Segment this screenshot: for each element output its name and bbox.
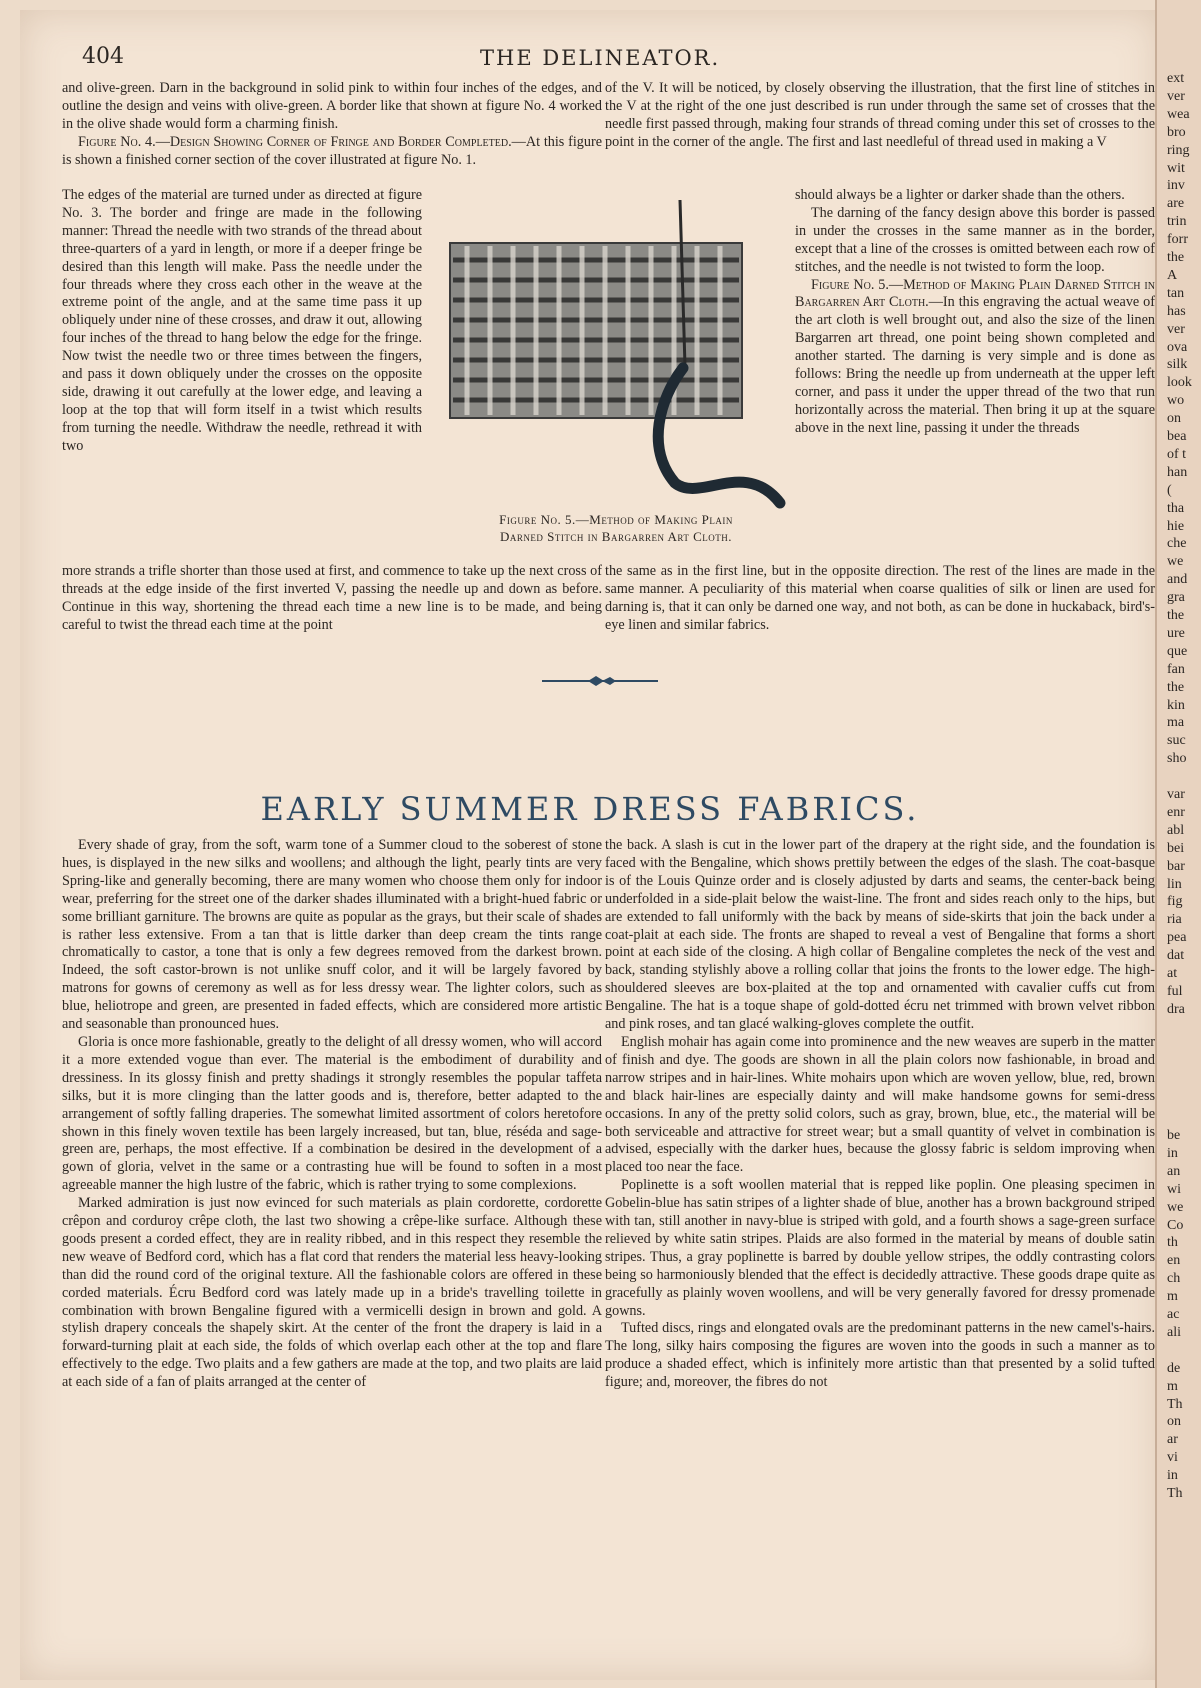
paragraph: The edges of the material are turned under as directed at figure No. 3. The border and fringe are made in the following manner: Thread the needle with two strands of the thread about three-quarters of a yard in length, or more if a deeper fringe be desired than this length will make. Pass the needle under the four threads where they cross each other in the weave at the extreme point of the angle, and at the same time pass it up obliquely under nine of these crosses, and draw it out, allowing four inches of the thread to hang below the edge for the fringe. Now twist the needle two or three times between the fingers, and pass it down obliquely under the crosses on the opposite side, drawing it out carefully at the lower edge, and leaving a loop at the top that will form itself in a twist which results from turning the needle. Withdraw the needle, rethread it with two bbox=[62, 187, 422, 454]
adjacent-page-fragment: on bbox=[1167, 1414, 1181, 1430]
adjacent-page-fragment: the bbox=[1167, 608, 1185, 623]
adjacent-page-fragment: m bbox=[1167, 1378, 1178, 1394]
figure-5-illustration bbox=[445, 198, 790, 516]
paragraph bbox=[62, 134, 602, 170]
adjacent-page-fragment: pea bbox=[1167, 930, 1187, 946]
adjacent-page-fragment: the bbox=[1167, 250, 1185, 265]
top-left-bottom bbox=[62, 563, 602, 635]
adjacent-page-fragment: A bbox=[1167, 267, 1178, 283]
adjacent-page-fragment: on bbox=[1167, 411, 1181, 427]
adjacent-page-fragment: and bbox=[1167, 572, 1188, 588]
adjacent-page-fragment: han bbox=[1167, 464, 1188, 480]
adjacent-page-fragment: tha bbox=[1167, 500, 1185, 516]
adjacent-page-fragment: en bbox=[1167, 1253, 1181, 1269]
adjacent-page-fragment: ful bbox=[1167, 983, 1183, 999]
adjacent-page-fragment: at bbox=[1167, 966, 1178, 981]
paragraph: The darning of the fancy design above this border is passed in under the crosses in the same manner as in the border, except that a line of the crosses is omitted between each row of stitches, and the needle is not twisted to form the loop. bbox=[795, 204, 1155, 275]
figure-5-text: —In this engraving the actual weave of the art cloth is well brought out, and also the size of the linen Bargarren art thread, one point being shown completed and another started. The darning is very simple and is done as follows: Bring the needle up from underneath at the upper left corner, and pass it under the upper thread of the two that run horizontally across the material. Then bring it up at the square above in the next line, passing it under the threads bbox=[795, 294, 1156, 436]
adjacent-page-fragment: Th bbox=[1167, 1486, 1183, 1501]
adjacent-page-fragment: bea bbox=[1167, 429, 1187, 444]
adjacent-page-fragment: ma bbox=[1167, 715, 1185, 731]
paragraph: the back. A slash is cut in the lower part of the drapery at the right side, and the foundation is faced with the Bengaline, which shows prettily between the edges of the slash. The coat-basque is of the Louis Quinze order and is closely adjusted by darts and seams, the center-back being underfolded in a side-plait below the waist-line. The front and sides reach only to the hips, but are extended to fall uniformly with the back by means of side-skirts that join the back under a coat-plait at each side. The fronts are shaped to reveal a vest of Bengaline that forms a short point at each side of the closing. A high collar of Bengaline completes the neck of the vest and back, standing stylishly above a rolling collar that joins the fronts to the lower edge. The high-shouldered sleeves are box-plaited at the top and ornamented with cavalier cuffs cut from Bengaline. The hat is a toque shape of gold-dotted écru net trimmed with brown velvet ribbon and pink roses, and tan glacé walking-gloves complete the outfit. bbox=[605, 837, 1155, 1033]
top-right-intro bbox=[605, 80, 1155, 152]
adjacent-page-fragment: we bbox=[1167, 1199, 1184, 1215]
adjacent-page-fragment: dat bbox=[1167, 948, 1185, 964]
adjacent-page-fragment: silk bbox=[1167, 357, 1188, 373]
adjacent-page-fragment: bei bbox=[1167, 840, 1185, 856]
adjacent-page-fragment: ar bbox=[1167, 1432, 1178, 1448]
adjacent-page-fragment: ac bbox=[1167, 1307, 1180, 1322]
article-left-column bbox=[62, 837, 602, 1392]
adjacent-page-fragment: hie bbox=[1167, 518, 1185, 534]
adjacent-page-fragment: inv bbox=[1167, 178, 1185, 194]
adjacent-page-fragment: dra bbox=[1167, 1001, 1185, 1017]
paragraph: more strands a trifle shorter than those used at first, and commence to take up the next cross of threads at the edge inside of the first inverted V, passing the needle up and down as before. Continue in this way, shortening the thread each time a new line is to be made, and being careful to twist the thread each time at the point bbox=[62, 563, 602, 633]
running-title: THE DELINEATOR. bbox=[480, 46, 721, 70]
adjacent-page-fragment: wi bbox=[1167, 1181, 1181, 1197]
article-right-column bbox=[605, 837, 1155, 1392]
paragraph: the same as in the first line, but in the opposite direction. The rest of the lines are made in the same manner. A peculiarity of this material when coarse qualities of silk or linen are used for darning is, that it can only be darned one way, and not both, as can be done in huckaback, bird's-eye linen and similar fabrics. bbox=[605, 563, 1155, 633]
figure-5-caption bbox=[446, 511, 786, 545]
paragraph: Poplinette is a soft woollen material that is repped like poplin. One pleasing specimen in Gobelin-blue has satin stripes of a lighter shade of blue, another has a brown background striped with tan, still another in navy-blue is striped with gold, and a fourth shows a sage-green surface relieved by white satin stripes. Plaids are also formed in the material by means of double satin stripes. Thus, a gray poplinette is barred by double yellow stripes, the oddly contrasting colors being so harmoniously blended that the effect is decidedly attractive. These goods drape quite as gracefully as plainly woven woollens, and will be very generally favored for dressy promenade gowns. bbox=[605, 1177, 1155, 1319]
adjacent-page-fragment: lin bbox=[1167, 876, 1182, 892]
paragraph: Marked admiration is just now evinced for such materials as plain cordorette, cordorette crêpon and corduroy crêpe cloth, the last two showing a crêpe-like surface. Although these goods present a corded effect, they are in reality ribbed, and in this respect they resemble the new weave of Bedford cord, which has a flat cord that renders the material less heavy-looking than did the round cord of the original texture. All the fashionable colors are offered in these corded materials. Écru Bedford cord was lately made up in a bride's travelling toilette in combination with brown Bengaline figured with a vermicelli design in brown and gold. A stylish drapery conceals the shapely skirt. At the center of the front the drapery is laid in a forward-turning plait at each side, the folds of which overlap each other at the top and flare effectively to the edge. Two plaits and a few gathers are made at the top, and two plaits are laid at each side of a fan of plaits arranged at the center of bbox=[62, 1195, 602, 1391]
adjacent-page-fragment: fig bbox=[1167, 894, 1183, 910]
adjacent-page-fragment: ext bbox=[1167, 71, 1185, 86]
paragraph: should always be a lighter or darker shade than the others. bbox=[795, 187, 1125, 203]
adjacent-page-fragment: kin bbox=[1167, 697, 1185, 713]
adjacent-page-fragment: ( bbox=[1167, 482, 1172, 498]
adjacent-page-fragment: fan bbox=[1167, 661, 1185, 677]
adjacent-page-fragment: an bbox=[1167, 1163, 1181, 1179]
adjacent-page-fragment: wea bbox=[1167, 106, 1190, 122]
adjacent-page-fragment: bro bbox=[1167, 124, 1186, 140]
adjacent-page-fragment: in bbox=[1167, 1468, 1178, 1484]
adjacent-page-fragment: enr bbox=[1167, 804, 1185, 820]
paragraph: and olive-green. Darn in the background in solid pink to within four inches of the edges, and outline the design and veins with olive-green. A border like that shown at figure No. 4 worked in the olive shade would form a charming finish. bbox=[62, 80, 602, 132]
adjacent-page-edge bbox=[1155, 0, 1201, 1688]
adjacent-page-fragment: wo bbox=[1167, 393, 1185, 409]
adjacent-page-fragment: che bbox=[1167, 536, 1187, 552]
caption-line-2: Darned Stitch in Bargarren Art Cloth. bbox=[499, 529, 733, 544]
adjacent-page-fragment: bar bbox=[1167, 858, 1185, 874]
adjacent-page-fragment: que bbox=[1167, 643, 1188, 659]
adjacent-page-fragment: var bbox=[1167, 787, 1185, 802]
adjacent-page-fragment: ver bbox=[1167, 321, 1185, 337]
adjacent-page-fragment: ring bbox=[1167, 142, 1190, 158]
adjacent-page-fragment: ali bbox=[1167, 1324, 1181, 1340]
figure-4-lead: —At this figure is shown a finished corner section of the cover illustrated at figure No. 1. bbox=[62, 133, 603, 168]
ornamental-divider bbox=[540, 673, 660, 689]
paragraph: Every shade of gray, from the soft, warm tone of a Summer cloud to the soberest of stone hues, is displayed in the new silks and woollens; and although the light, pearly tints are very Spring-like and generally becoming, there are many women who choose them only for indoor wear, preferring for the street one of the darker shades illuminated with a bright-hued fabric or some brilliant garniture. The browns are quite as popular as the grays, but their scale of shades is rather less extensive. From a tan that is little darker than deep cream the tints range chromatically to castor, a tone that is only a few degrees removed from the darkest brown. Indeed, the soft castor-brown is not unlike snuff color, and it will be largely favored by matrons for gowns of ceremony as well as for less dressy wear. The lighter colors, such as blue, heliotrope and green, are presented in faded effects, which are considered more artistic and seasonable than pronounced hues. bbox=[62, 837, 602, 1033]
adjacent-page-fragment: look bbox=[1167, 375, 1192, 391]
paragraph: Tufted discs, rings and elongated ovals are the predominant patterns in the new camel's-hairs. The long, silky hairs composing the figures are woven into the goods in such a manner as to produce a shaded effect, which is infinitely more artistic than that presented by a solid tufted figure; and, moreover, the fibres do not bbox=[605, 1320, 1155, 1391]
adjacent-page-fragment: are bbox=[1167, 196, 1185, 212]
figure-4-heading: Figure No. 4.—Design Showing Corner of Fringe and Border Completed. bbox=[78, 133, 512, 150]
adjacent-page-fragment: trin bbox=[1167, 214, 1187, 230]
adjacent-page-fragment: sho bbox=[1167, 751, 1187, 767]
adjacent-page-fragment: ver bbox=[1167, 88, 1185, 104]
top-left-wrapped bbox=[62, 187, 422, 456]
top-right-bottom bbox=[605, 563, 1155, 635]
adjacent-page-fragment: forr bbox=[1167, 232, 1188, 248]
adjacent-page-fragment: vi bbox=[1167, 1450, 1178, 1466]
adjacent-page-fragment: th bbox=[1167, 1235, 1178, 1251]
adjacent-page-fragment: tan bbox=[1167, 285, 1185, 301]
adjacent-page-fragment: abl bbox=[1167, 822, 1185, 838]
adjacent-page-fragment: wit bbox=[1167, 160, 1185, 176]
paragraph: Gloria is once more fashionable, greatly to the delight of all dressy women, who will accord it a more extended vogue than ever. The material is the embodiment of durability and dressiness. In its glossy finish and pretty shadings it strongly resembles the popular taffeta silks, but it is more clinging than the latter goods and is, therefore, better adapted to the arrangement of softly falling draperies. The somewhat limited assortment of colors heretofore shown in this finely woven textile has been largely increased, but tan, blue, réséda and sage-green are, perhaps, the most effective. If a combination be desired in the development of a gown of gloria, velvet in the same or a contrasting hue will be found to soften in a most agreeable manner the high lustre of the fabric, which is rather trying to some complexions. bbox=[62, 1033, 602, 1194]
page-number: 404 bbox=[82, 44, 124, 69]
figure-5-heading: Figure No. 5.—Method of Making Plain Darned Stitch in Bargarren Art Cloth. bbox=[795, 276, 1155, 311]
adjacent-page-fragment: de bbox=[1167, 1360, 1181, 1376]
paragraph: of the V. It will be noticed, by closely observing the illustration, that the first line of stitches in the V at the right of the one just described is run under through the same set of crosses that the needle first passed through, making four strands of thread coming under this set of crosses to the point in the corner of the angle. The first and last needleful of thread used in making a V bbox=[605, 80, 1155, 150]
magazine-page bbox=[20, 10, 1160, 1680]
adjacent-page-fragment: ova bbox=[1167, 339, 1188, 355]
adjacent-page-fragment: ure bbox=[1167, 625, 1185, 641]
adjacent-page-fragment: ch bbox=[1167, 1271, 1181, 1287]
caption-line-1: Figure No. 5.—Method of Making Plain bbox=[499, 512, 733, 527]
paragraph bbox=[795, 277, 1155, 438]
paragraph: English mohair has again come into prominence and the new weaves are superb in the matter of finish and dye. The goods are shown in all the plain colors now fashionable, in broad and narrow stripes and in hair-lines. White mohairs upon which are woven yellow, blue, red, brown and black hair-lines are especially dainty and will make handsome gowns for semi-dress occasions. In any of the pretty solid colors, such as gray, brown, blue, etc., the material will be both serviceable and attractive for street wear; but a small quantity of velvet in combination is advised, especially with the darker hues, because the glossy fabric is seldom improving when placed too near the face. bbox=[605, 1033, 1155, 1176]
darned-cloth-engraving bbox=[445, 198, 790, 516]
adjacent-page-fragment: be bbox=[1167, 1128, 1181, 1143]
adjacent-page-fragment: gra bbox=[1167, 590, 1185, 606]
adjacent-page-fragment: ria bbox=[1167, 912, 1182, 928]
top-right-wrapped bbox=[795, 187, 1155, 438]
adjacent-page-fragment: of t bbox=[1167, 446, 1187, 462]
article-title: EARLY SUMMER DRESS FABRICS. bbox=[260, 790, 920, 828]
top-left-intro bbox=[62, 80, 602, 170]
adjacent-page-fragment: in bbox=[1167, 1145, 1178, 1161]
adjacent-page-fragment: has bbox=[1167, 303, 1186, 319]
adjacent-page-fragment: suc bbox=[1167, 733, 1186, 749]
adjacent-page-fragment: we bbox=[1167, 554, 1184, 570]
adjacent-page-fragment: the bbox=[1167, 679, 1185, 695]
adjacent-page-fragment: m bbox=[1167, 1289, 1178, 1305]
adjacent-page-fragment: Th bbox=[1167, 1396, 1183, 1412]
adjacent-page-fragment: Co bbox=[1167, 1217, 1184, 1233]
